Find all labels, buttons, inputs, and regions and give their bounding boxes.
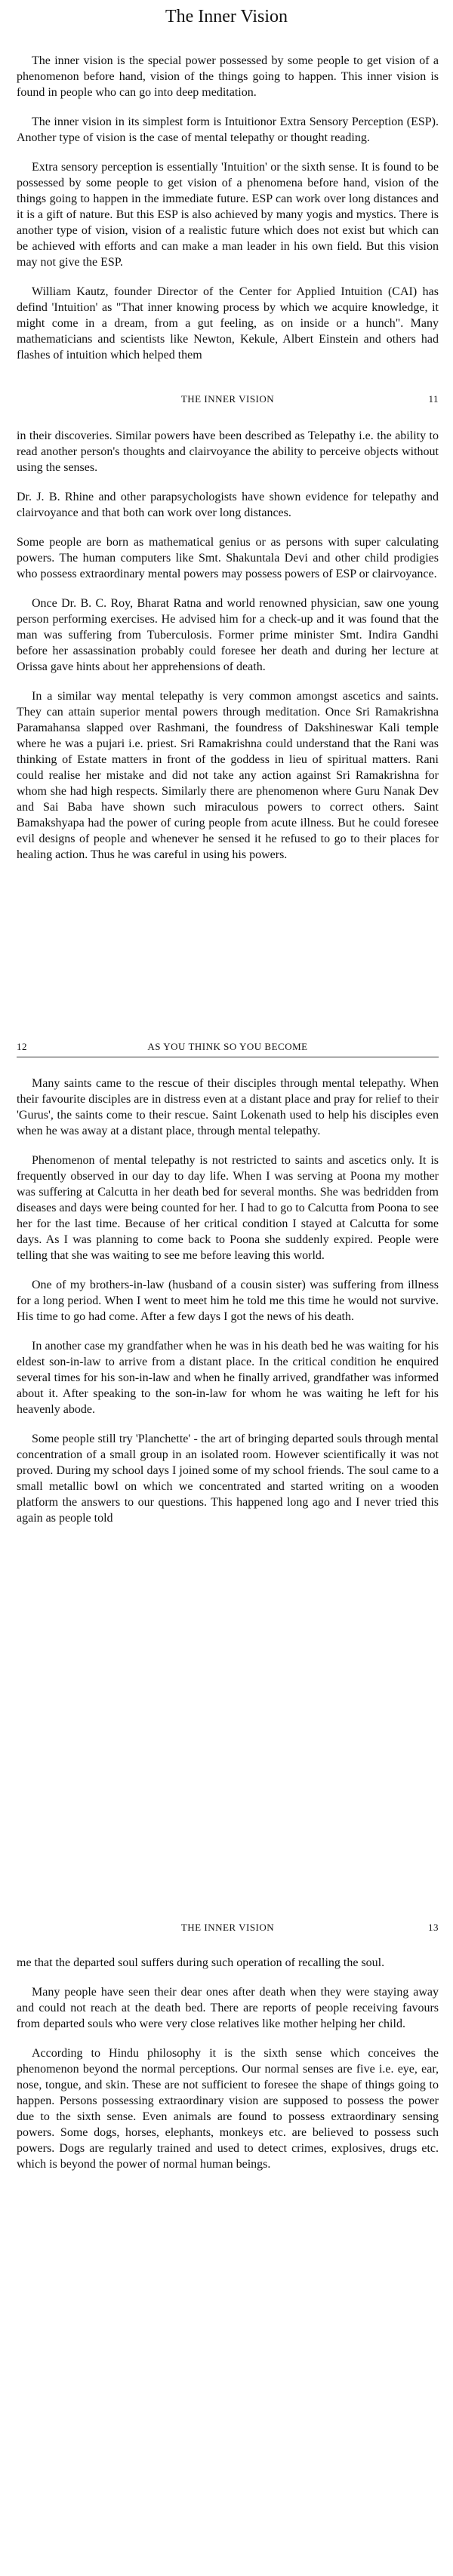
paragraph: In another case my grandfather when he was in his death bed he was waiting for his eldest son-in-law to arrive from a distant place. In the critical condition he enquired several times for his son-in-law and when he finally arrived, grandfather was informed about it. After speaking to the son-in-law for whom he was waiting he left for his heavenly abode. bbox=[17, 1340, 439, 1416]
paragraph: Extra sensory perception is essentially 'Intuition' or the sixth sense. It is found to be possessed by some people to get vision of a phenomena before hand, vision of the things going to happen in the immediate future. ESP can work over long distances and it is a gift of nature. But this ESP is also achieved by many yogis and mystics. There is another type of vision, vision of a realistic future which does not exist but which can be achieved with efforts and can make a man leader in his own field. But this vision may not give the ESP. bbox=[17, 161, 439, 269]
paragraph: William Kautz, founder Director of the Center for Applied Intuition (CAI) has defind 'Intuition' as "That inner knowing process by which we acquire knowledge, it might come in a dream, from a gut feeling, as on inside or a hunch". Many mathematicians and scientists like Newton, Kekule, Albert Einstein and others had flashes of intuition which helped them bbox=[17, 285, 439, 362]
header-title: AS YOU THINK SO YOU BECOME bbox=[147, 1041, 308, 1052]
text-block-1 bbox=[17, 53, 439, 363]
paragraph: In a similar way mental telepathy is very common amongst ascetics and saints. They can attain superior mental powers through meditation. Once Sri Ramakrishna Paramahansa slapped over Rashmani, the foundress of Dakshineswar Kali temple where he was a pujari i.e. priest. Sri Ramakrishna could understand that the Rani was thinking of Estate matters in front of the goddess in lieu of spiritual matters. Rani could realise her mistake and did not take any action against Sri Ramakrishna for whom she had high respects. Similarly there are phenomenon where Guru Nanak Dev and Sai Baba have shown such miraculous powers to correct others. Saint Bamakshyapa had the power of curing people from acute illness. But he could foresee evil designs of people and whenever he sensed it he refused to go to their places for healing action. Thus he was careful in using his powers. bbox=[17, 690, 439, 861]
paragraph: Phenomenon of mental telepathy is not restricted to saints and ascetics only. It is frequently observed in our day to day life. When I was serving at Poona my mother was suffering at Calcutta in her death bed for several months. She was bedridden from diseases and days were being counted for her. I had to go to Calcutta from Poona to see her for the last time. Because of her critical condition I stayed at Calcutta for some days. As I was planning to come back to Poona she suddenly expired. People were telling that she was waiting to see me before leaving this world. bbox=[17, 1154, 439, 1262]
running-header-11 bbox=[17, 392, 439, 406]
paragraph: Some people still try 'Planchette' - the art of bringing departed souls through mental concentration of a small group in an isolated room. However scientifically it was not proved. During my school days I joined some of my school friends. The soul came to a small metallic bowl on which we concentrated and started writing on a wooden platform the answers to our questions. This happened long ago and I never tried this again as people told bbox=[17, 1433, 439, 1525]
paragraph: The inner vision in its simplest form is Intuitionor Extra Sensory Perception (ESP). Another type of vision is the case of mental telepathy or thought reading. bbox=[17, 115, 439, 144]
text-block-2 bbox=[17, 428, 439, 863]
running-header-13 bbox=[17, 1921, 439, 1934]
page-title: The Inner Vision bbox=[165, 7, 288, 26]
paragraph: in their discoveries. Similar powers have been described as Telepathy i.e. the ability to read another person's thoughts and clairvoyance the ability to perceive objects without using the senses. bbox=[17, 429, 439, 474]
running-header-12 bbox=[17, 1040, 439, 1057]
paragraph: Once Dr. B. C. Roy, Bharat Ratna and world renowned physician, saw one young person performing exercises. He advised him for a check-up and it was found that the man was suffering from Tuberculosis. Former prime minister Smt. Indira Gandhi before her assassination probably could foresee her death and during her lecture at Orissa gave hints about her apprehensions of death. bbox=[17, 597, 439, 673]
header-title: THE INNER VISION bbox=[180, 1922, 275, 1933]
paragraph: Many saints came to the rescue of their disciples through mental telepathy. When their favourite disciples are in distress even at a distant place and pray for relief to their 'Gurus', the saints come to their rescue. Saint Lokenath used to help his disciples even when he was away at a distant place, through mental telepathy. bbox=[17, 1077, 439, 1137]
page-number: 13 bbox=[428, 1922, 439, 1933]
paragraph: me that the departed soul suffers during such operation of recalling the soul. bbox=[17, 1956, 385, 1969]
page-number: 11 bbox=[428, 393, 439, 405]
paragraph: The inner vision is the special power possessed by some people to get vision of a phenomenon before hand, vision of the things going to happen. This inner vision is found in people who can go into deep meditation. bbox=[17, 54, 439, 99]
text-block-4 bbox=[17, 1955, 439, 2172]
paragraph: One of my brothers-in-law (husband of a cousin sister) was suffering from illness for a long period. When I went to meet him he told me this time he would not survive. His time to go had come. After a few days I got the news of his death. bbox=[17, 1279, 439, 1323]
page-number: 12 bbox=[17, 1041, 27, 1052]
paragraph: Dr. J. B. Rhine and other parapsychologists have shown evidence for telepathy and clairvoyance and that both can work over long distances. bbox=[17, 491, 439, 519]
paragraph: Some people are born as mathematical genius or as persons with super calculating powers. The human computers like Smt. Shakuntala Devi and other child prodigies who possess extraordinary mental powers may possess powers of ESP or clairvoyance. bbox=[17, 536, 439, 580]
text-block-3 bbox=[17, 1076, 439, 1526]
header-title: THE INNER VISION bbox=[180, 393, 275, 405]
paragraph: According to Hindu philosophy it is the sixth sense which conceives the phenomenon beyond the normal perceptions. Our normal senses are five i.e. eye, ear, nose, tongue, and skin. These are not sufficient to foresee the shape of things going to happen. Persons possessing extraordinary vision are supposed to possess the power due to the sixth sense. Even animals are found to possess extraordinary sensing powers. Some dogs, horses, elephants, monkeys etc. are believed to possess such powers. Dogs are regularly trained and used to detect crimes, explosives, drugs etc. which is beyond the power of normal human beings. bbox=[17, 2047, 439, 2171]
paragraph: Many people have seen their dear ones after death when they were staying away and could not reach at the death bed. There are reports of people receiving favours from departed souls who were very close relatives like mother helping her child. bbox=[17, 1986, 439, 2030]
